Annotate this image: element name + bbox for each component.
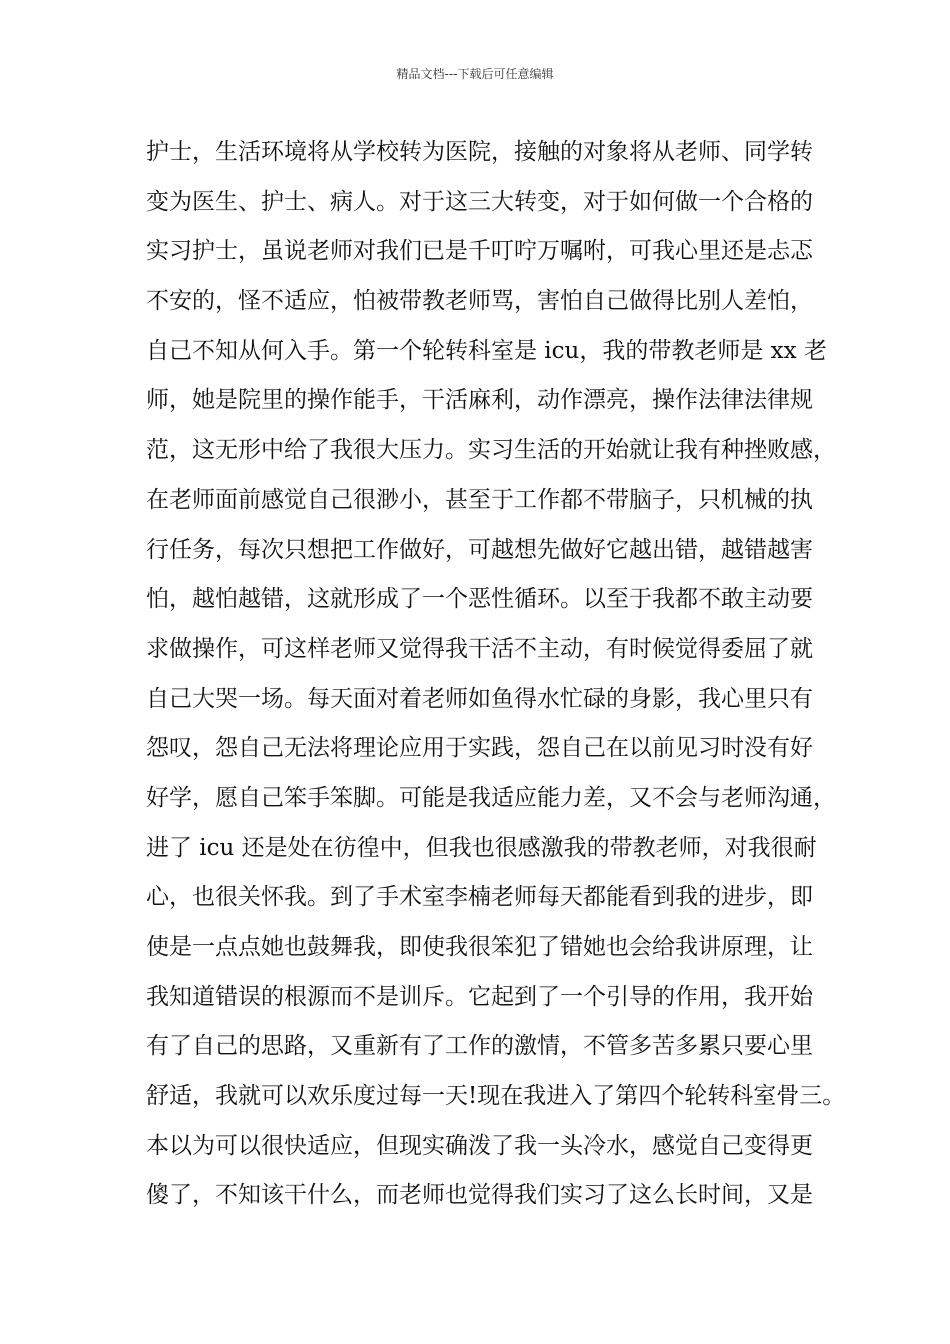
paragraph-line: 好学，愿自己笨手笨脚。可能是我适应能力差，又不会与老师沟通， <box>146 784 836 811</box>
paragraph-line: 有了自己的思路，又重新有了工作的激情，不管多苦多累只要心里 <box>146 1033 813 1060</box>
paragraph-line: 自己不知从何入手。第一个轮转科室是 icu，我的带教老师是 xx 老 <box>146 337 827 364</box>
document-body <box>146 128 846 1221</box>
paragraph-line: 我知道错误的根源而不是训斥。它起到了一个引导的作用，我开始 <box>146 983 813 1010</box>
paragraph-line: 不安的，怪不适应，怕被带教老师骂，害怕自己做得比别人差怕， <box>146 288 813 315</box>
paragraph-line: 师，她是院里的操作能手，干活麻利，动作漂亮，操作法律法律规 <box>146 387 813 414</box>
paragraph-line: 心，也很关怀我。到了手术室李楠老师每天都能看到我的进步，即 <box>146 884 813 911</box>
paragraph-line: 求做操作，可这样老师又觉得我干活不主动，有时候觉得委屈了就 <box>146 635 813 662</box>
paragraph-line: 怕，越怕越错，这就形成了一个恶性循环。以至于我都不敢主动要 <box>146 586 813 613</box>
paragraph-line: 进了 icu 还是处在彷徨中，但我也很感激我的带教老师，对我很耐 <box>146 834 817 861</box>
paragraph-line: 本以为可以很快适应，但现实确泼了我一头冷水，感觉自己变得更 <box>146 1132 813 1159</box>
paragraph-line: 傻了，不知该干什么，而老师也觉得我们实习了这么长时间，又是 <box>146 1182 813 1209</box>
paragraph-line: 自己大哭一场。每天面对着老师如鱼得水忙碌的身影，我心里只有 <box>146 685 813 712</box>
paragraph-line: 使是一点点她也鼓舞我，即使我很笨犯了错她也会给我讲原理，让 <box>146 934 813 960</box>
page-header: 精品文档---下载后可任意编辑 <box>396 67 554 81</box>
paragraph-line: 怨叹，怨自己无法将理论应用于实践，怨自己在以前见习时没有好 <box>146 735 813 762</box>
paragraph-line: 范，这无形中给了我很大压力。实习生活的开始就让我有种挫败感， <box>146 437 836 464</box>
paragraph-line: 在老师面前感觉自己很渺小，甚至于工作都不带脑子，只机械的执 <box>146 486 813 513</box>
paragraph-line: 变为医生、护士、病人。对于这三大转变，对于如何做一个合格的 <box>146 188 813 215</box>
paragraph-line: 护士，生活环境将从学校转为医院，接触的对象将从老师、同学转 <box>146 139 813 165</box>
paragraph-line: 舒适，我就可以欢乐度过每一天!现在我进入了第四个轮转科室骨三。 <box>146 1083 846 1110</box>
paragraph-line: 行任务，每次只想把工作做好，可越想先做好它越出错，越错越害 <box>146 536 813 563</box>
paragraph-line: 实习护士，虽说老师对我们已是千叮咛万嘱咐，可我心里还是忐忑 <box>146 238 813 265</box>
